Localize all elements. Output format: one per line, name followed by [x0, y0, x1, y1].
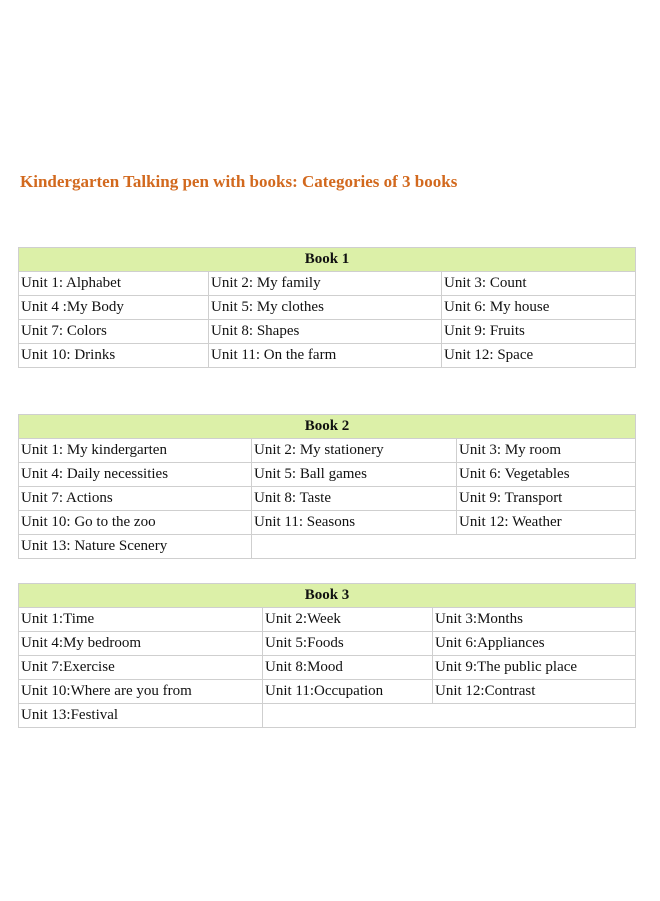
- unit-cell: Unit 13: Nature Scenery: [19, 535, 252, 559]
- unit-cell: Unit 1: Alphabet: [19, 272, 209, 296]
- unit-cell: Unit 10: Drinks: [19, 344, 209, 368]
- unit-cell: Unit 4: Daily necessities: [19, 463, 252, 487]
- book-3-table: [18, 583, 636, 728]
- unit-cell: Unit 3: My room: [457, 439, 636, 463]
- unit-cell: Unit 8: Shapes: [209, 320, 442, 344]
- unit-cell: Unit 12: Weather: [457, 511, 636, 535]
- table-row: [19, 296, 636, 320]
- table-row: [19, 632, 636, 656]
- table-row: [19, 320, 636, 344]
- book-1-table: [18, 247, 636, 368]
- unit-cell: Unit 12:Contrast: [433, 680, 636, 704]
- unit-cell: Unit 5: My clothes: [209, 296, 442, 320]
- book-title: Book 1: [19, 248, 636, 272]
- unit-cell: Unit 11:Occupation: [263, 680, 433, 704]
- unit-cell: Unit 6: My house: [442, 296, 636, 320]
- table-header-row: [19, 248, 636, 272]
- table-row: [19, 344, 636, 368]
- table-header-row: [19, 415, 636, 439]
- unit-cell: Unit 11: On the farm: [209, 344, 442, 368]
- table-row: [19, 656, 636, 680]
- unit-cell: Unit 6: Vegetables: [457, 463, 636, 487]
- unit-cell: Unit 12: Space: [442, 344, 636, 368]
- unit-cell: Unit 11: Seasons: [252, 511, 457, 535]
- table-row: [19, 272, 636, 296]
- unit-cell: Unit 6:Appliances: [433, 632, 636, 656]
- unit-cell: Unit 13:Festival: [19, 704, 263, 728]
- table-row: [19, 439, 636, 463]
- unit-cell: Unit 10: Go to the zoo: [19, 511, 252, 535]
- table-header-row: [19, 584, 636, 608]
- book-title: Book 3: [19, 584, 636, 608]
- unit-cell: Unit 2:Week: [263, 608, 433, 632]
- empty-cell: [252, 535, 636, 559]
- unit-cell: Unit 5:Foods: [263, 632, 433, 656]
- unit-cell: Unit 9: Transport: [457, 487, 636, 511]
- unit-cell: Unit 1:Time: [19, 608, 263, 632]
- unit-cell: Unit 1: My kindergarten: [19, 439, 252, 463]
- table-row: [19, 511, 636, 535]
- table-row: [19, 463, 636, 487]
- unit-cell: Unit 4:My bedroom: [19, 632, 263, 656]
- unit-cell: Unit 7: Colors: [19, 320, 209, 344]
- unit-cell: Unit 9:The public place: [433, 656, 636, 680]
- table-row: [19, 608, 636, 632]
- book-title: Book 2: [19, 415, 636, 439]
- book-2-table: [18, 414, 636, 559]
- unit-cell: Unit 10:Where are you from: [19, 680, 263, 704]
- unit-cell: Unit 8: Taste: [252, 487, 457, 511]
- table-row: [19, 487, 636, 511]
- unit-cell: Unit 2: My stationery: [252, 439, 457, 463]
- unit-cell: Unit 3: Count: [442, 272, 636, 296]
- unit-cell: Unit 2: My family: [209, 272, 442, 296]
- unit-cell: Unit 7:Exercise: [19, 656, 263, 680]
- document-title: Kindergarten Talking pen with books: Categories of 3 books: [20, 172, 458, 191]
- unit-cell: Unit 8:Mood: [263, 656, 433, 680]
- unit-cell: Unit 5: Ball games: [252, 463, 457, 487]
- empty-cell: [263, 704, 636, 728]
- table-row: [19, 704, 636, 728]
- table-row: [19, 535, 636, 559]
- unit-cell: Unit 3:Months: [433, 608, 636, 632]
- unit-cell: Unit 4 :My Body: [19, 296, 209, 320]
- unit-cell: Unit 9: Fruits: [442, 320, 636, 344]
- unit-cell: Unit 7: Actions: [19, 487, 252, 511]
- table-row: [19, 680, 636, 704]
